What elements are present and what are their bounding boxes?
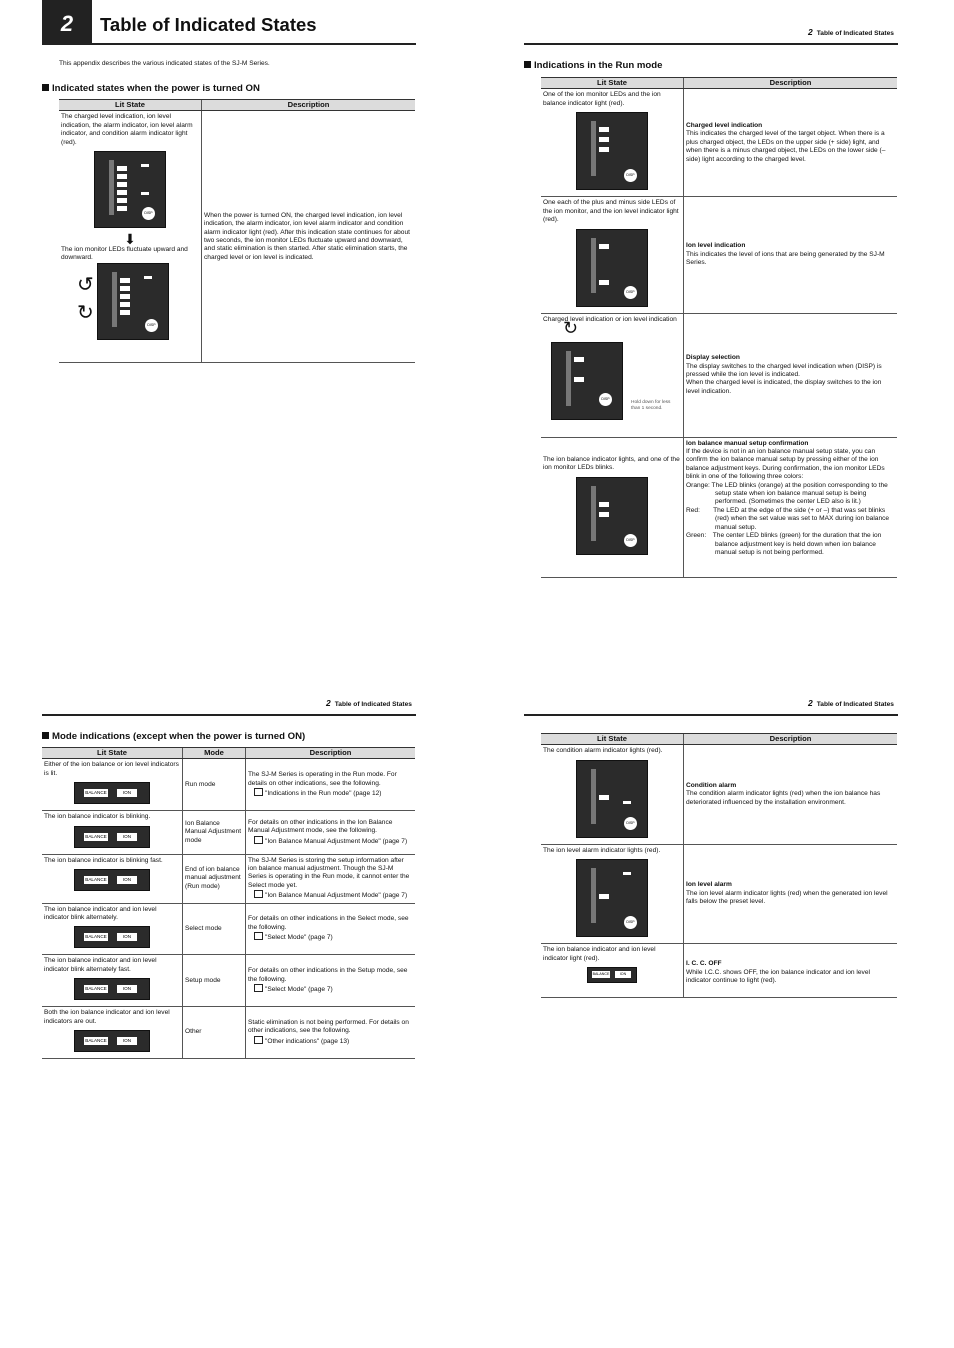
indicator-panel (576, 760, 648, 838)
indicator-strip: BALANCE ION (74, 978, 150, 1000)
table-row: The ion balance indicator is blinking. BALANCE ION Ion Balance Manual Adjustment mode For details on other indications in the Ion Balance Manual Adjustment mode, see the following. "Ion Balance Manual Adjustment Mode" (page 7) (42, 811, 415, 854)
indicator-strip: BALANCE ION (74, 826, 150, 848)
col-lit-state: Lit State (59, 100, 202, 111)
table-row: Charged level indication or ion level indication ↻ DISP Hold down for less than 1 second. Display selection The display switches to the charged level indication when (DISP) is pressed while the ion level is indicated. When the charged level is indicated, the display switches to the ion level indication. (541, 313, 897, 437)
table-row: The condition alarm indicator lights (red). DISP Condition alarm The condition alarm indicator lights (red) when the ion balance has deteriorated influenced by the installation environment. (541, 745, 897, 844)
table-row: The ion level alarm indicator lights (red). DISP Ion level alarm The ion level alarm indicator lights (red) when the generated ion level falls below the preset level. (541, 844, 897, 943)
power-on-table (59, 99, 415, 363)
alarm-table (541, 733, 897, 998)
indicator-panel (94, 151, 166, 228)
chapter-badge: 2 (42, 0, 92, 45)
disp-button-icon: DISP (624, 817, 637, 830)
indicator-panel (97, 263, 169, 340)
indicator-panel (576, 859, 648, 937)
table-row: One of the ion monitor LEDs and the ion balance indicator light (red). DISP Charged level indication This indicates the charged level of the target object. When there is a plus charged object, the LEDs on the upper side (+ side) light, and when there is a minus charged object, the LEDs on the lower side (– side) light according to the charged level. (541, 89, 897, 197)
section-heading: Mode indications (except when the power is turned ON) (42, 731, 305, 742)
book-icon (254, 788, 263, 796)
page-title: Table of Indicated States (100, 14, 317, 35)
running-header: 2 Table of Indicated States (326, 698, 412, 708)
indicator-strip: BALANCE ION (74, 782, 150, 804)
table-row: One each of the plus and minus side LEDs of the ion monitor, and the ion level indicator light (red). DISP Ion level indication This indicates the level of ions that are being generated by the SJ-M Series. (541, 197, 897, 313)
table-row: The ion balance indicator and ion level indicator blink alternately. BALANCE ION Select mode For details on other indications in the Select mode, see the following. "Select Mode" (page 7) (42, 903, 415, 955)
book-icon (254, 836, 263, 844)
indicator-panel (551, 342, 623, 420)
arrow-down-icon: ⬇ (124, 231, 136, 248)
table-row: The ion balance indicator is blinking fast. BALANCE ION End of ion balance manual adjustment (Run mode) The SJ-M Series is storing the setup information after ion balance manual adjustment. Though the SJ-M Series is operating in the Run mode, it cannot enter the Select mode yet. "Ion Balance Manual Adjustment Mode" (page 7) (42, 854, 415, 903)
indicator-strip: BALANCE ION (587, 967, 637, 983)
book-icon (254, 932, 263, 940)
table-row: The ion balance indicator and ion level indicator light (red). BALANCE ION I. C. C. OFF While I.C.C. shows OFF, the ion balance indicator and ion level indicator continue to light (red). (541, 944, 897, 998)
disp-button-icon: DISP (624, 534, 637, 547)
header-rule (524, 714, 898, 716)
intro-text: This appendix describes the various indicated states of the SJ-M Series. (59, 60, 270, 67)
col-lit-state: Lit State (42, 748, 183, 759)
switch-arrow-icon: ↻ (563, 318, 579, 339)
indicator-panel (576, 229, 648, 307)
indicator-strip: BALANCE ION (74, 1030, 150, 1052)
table-row: Both the ion balance indicator and ion level indicators are out. BALANCE ION Other Static elimination is not being performed. For details on other indications, see the following. "Other indications" (page 13) (42, 1007, 415, 1059)
table-row: Either of the ion balance or ion level indicators is lit. BALANCE ION Run mode The SJ-M Series is operating in the Run mode. For details on other indications, see the following. "Indications in the Run mode" (page 12) (42, 759, 415, 811)
disp-button-icon: DISP (142, 207, 155, 220)
col-mode: Mode (183, 748, 246, 759)
section-heading: Indications in the Run mode (524, 60, 662, 71)
header-rule (42, 714, 416, 716)
disp-button-icon: DISP (624, 286, 637, 299)
disp-button-icon: DISP (624, 916, 637, 929)
indicator-strip: BALANCE ION (74, 926, 150, 948)
run-mode-table (541, 77, 897, 578)
indicator-panel (576, 112, 648, 190)
disp-button-icon: DISP (599, 393, 612, 406)
col-description: Description (684, 734, 898, 745)
mode-table (42, 747, 415, 1059)
col-description: Description (246, 748, 416, 759)
col-lit-state: Lit State (541, 78, 684, 89)
disp-button-icon: DISP (145, 319, 158, 332)
indicator-panel (576, 477, 648, 555)
running-header: 2 Table of Indicated States (808, 27, 894, 37)
table-row: The ion balance indicator lights, and one of the ion monitor LEDs blinks. DISP Ion balance manual setup confirmation If the device is not in an ion balance manual setup state, you can confirm the ion balance manual setup by pressing either of the ion balance adjustment keys. During confirmation, the ion monitor LEDs blink in one of the following three colors: Orange: The LED blinks (orange) at the position corresponding to the setup state when ion balance manual setup is being performed. (Sometimes the center LED also is lit.) Red: The LED at the edge of the side (+ or –) that was set blinks (red) when the set value was set to MAX during ion balance manual setup. Green: The center LED blinks (green) for the duration that the ion balance adjustment key is held down when ion balance manual setup is not being performed. (541, 437, 897, 577)
disp-button-icon: DISP (624, 169, 637, 182)
book-icon (254, 1036, 263, 1044)
header-rule (524, 43, 898, 45)
running-header: 2 Table of Indicated States (808, 698, 894, 708)
fluctuate-arrows-icon: ↺ ↻ (77, 273, 94, 324)
col-description: Description (202, 100, 416, 111)
book-icon (254, 984, 263, 992)
col-lit-state: Lit State (541, 734, 684, 745)
description-cell: When the power is turned ON, the charged level indication, ion level indication, the alarm indicator, ion level alarm indicator and condition alarm indicator light (red). After this indication state continues for about two seconds, the ion monitor LEDs fluctuate upward and downward, and static elimination is then started. After static elimination starts, the charged level or ion level is indicated. (202, 111, 416, 363)
col-description: Description (684, 78, 898, 89)
title-rule (42, 43, 416, 45)
hold-note: Hold down for less than 1 second. (631, 400, 671, 412)
lit-state-cell: The charged level indication, ion level indication, the alarm indicator, ion level alarm indicator, and condition alarm indicator light (red). DISP ⬇ The ion monitor LEDs fluctuate upward and downward. ↺ ↻ DISP (59, 111, 202, 363)
section-heading: Indicated states when the power is turned ON (42, 83, 260, 94)
indicator-strip: BALANCE ION (74, 869, 150, 891)
book-icon (254, 890, 263, 898)
table-row: The ion balance indicator and ion level indicator blink alternately fast. BALANCE ION Setup mode For details on other indications in the Setup mode, see the following. "Select Mode" (page 7) (42, 955, 415, 1007)
